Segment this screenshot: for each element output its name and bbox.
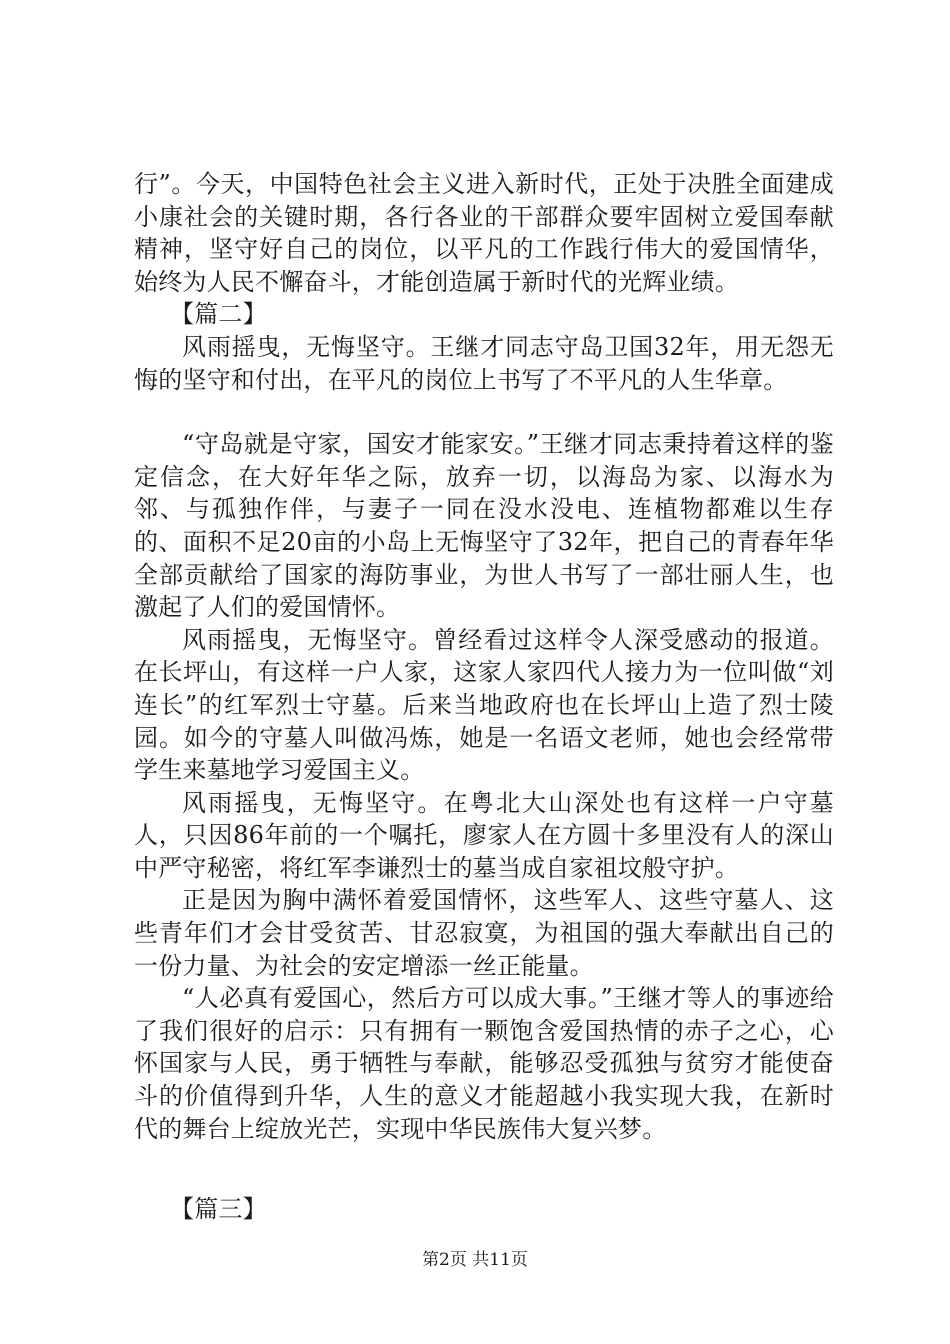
document-body [134, 168, 834, 1226]
section-heading-part-two: 【篇二】 [170, 300, 267, 329]
section-heading-part-three: 【篇三】 [170, 1195, 267, 1224]
paragraph-conclusion: “人必真有爱国心，然后方可以成大事。”王继才等人的事迹给了我们很好的启示：只有拥有一颗饱含爱国热情的赤子之心，心怀国家与人民，勇于牺牲与奉献，能够忍受孤独与贫穷才能使奋斗的价值得到升华，人生的意义才能超越小我实现大我，在新时代的舞台上绽放光芒，实现中华民族伟大复兴梦。 [134, 984, 834, 1143]
page-number-footer: 第2页 共11页 [422, 1250, 528, 1270]
paragraph-yuebei: 风雨摇曳，无悔坚守。在粤北大山深处也有这样一户守墓人，只因86年前的一个嘱托，廖家人在方圆十多里没有人的深山中严守秘密，将红军李谦烈士的墓当成自家祖坟般守护。 [134, 788, 834, 882]
paragraph-changpingshan: 风雨摇曳，无悔坚守。曾经看过这样令人深受感动的报道。在长坪山，有这样一户人家，这家人家四代人接力为一位叫做“刘连长”的红军烈士守墓。后来当地政府也在长坪山上造了烈士陵园。如今的守墓人叫做冯炼，她是一名语文老师，她也会经常带学生来墓地学习爱国主义。 [134, 625, 834, 785]
paragraph-wang-jicai: “守岛就是守家，国安才能家安。”王继才同志秉持着这样的鉴定信念，在大好年华之际，放弃一切，以海岛为家、以海水为邻、与孤独作伴，与妻子一同在没水没电、连植物都难以生存的、面积不足20亩的小岛上无悔坚守了32年，把自己的青春年华全部贡献给了国家的海防事业，为世人书写了一部壮丽人生，也激起了人们的爱国情怀。 [134, 430, 834, 622]
paragraph-intro: 风雨摇曳，无悔坚守。王继才同志守岛卫国32年，用无怨无悔的坚守和付出，在平凡的岗位上书写了不平凡的人生华章。 [134, 332, 834, 394]
paragraph-continuation: 行”。今天，中国特色社会主义进入新时代，正处于决胜全面建成小康社会的关键时期，各行各业的干部群众要牢固树立爱国奉献精神，坚守好自己的岗位，以平凡的工作践行伟大的爱国情华，始终为人民不懈奋斗，才能创造属于新时代的光辉业绩。 [134, 170, 834, 296]
paragraph-patriotism: 正是因为胸中满怀着爱国情怀，这些军人、这些守墓人、这些青年们才会甘受贫苦、甘忍寂寞，为祖国的强大奉献出自己的一份力量、为社会的安定增添一丝正能量。 [134, 886, 834, 980]
